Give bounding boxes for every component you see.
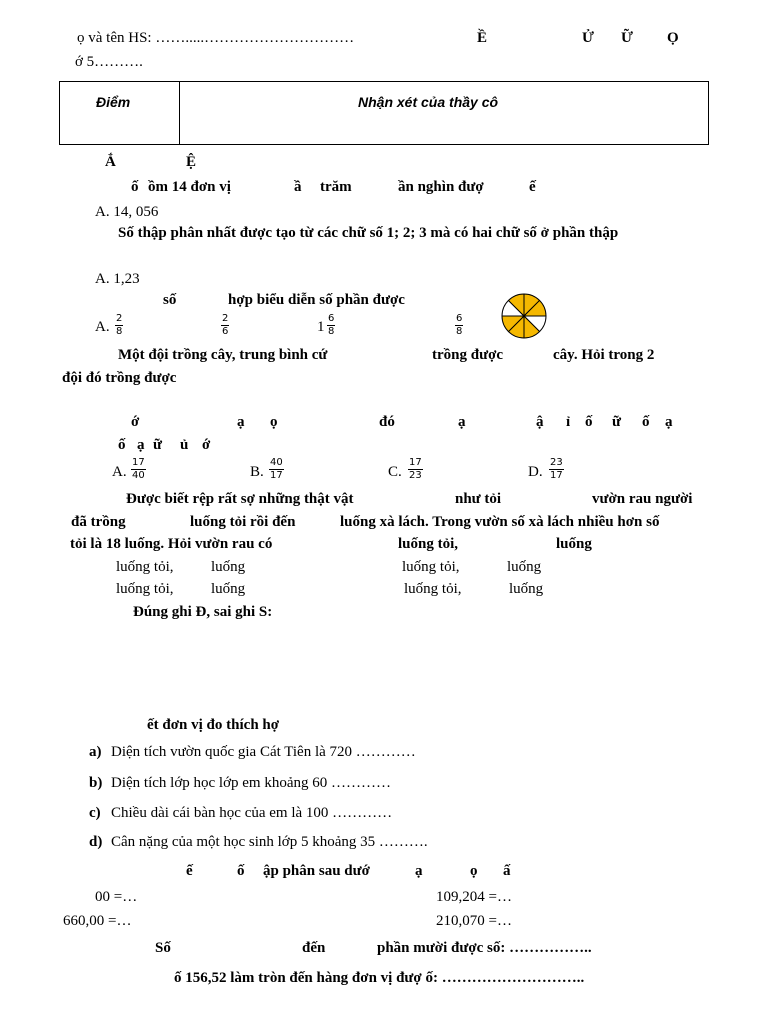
denominator: 8 bbox=[116, 326, 123, 337]
q3-option-d-fraction bbox=[455, 314, 463, 337]
q5-text: ố bbox=[118, 437, 126, 453]
denominator: 40 bbox=[132, 470, 145, 481]
q1-text: ần nghìn đượ bbox=[398, 179, 484, 195]
q3-text: số bbox=[163, 292, 177, 308]
q8-item-text: Cân nặng của một học sinh lớp 5 khoảng 35 ………. bbox=[111, 834, 428, 850]
q5-option-c-fraction bbox=[408, 458, 423, 481]
q5-option-b-label: B. bbox=[250, 464, 264, 480]
q5-text: ố bbox=[642, 414, 650, 430]
q3-option-c-whole: 1 bbox=[317, 319, 325, 335]
q6-text: luống bbox=[556, 536, 592, 552]
table-divider bbox=[179, 82, 180, 144]
q9-item: 109,204 =… bbox=[436, 889, 512, 905]
q10-text-line2: ố 156,52 làm tròn đến hàng đơn vị đượ ố: ……………………….. bbox=[174, 970, 585, 986]
q8-item-label: d) bbox=[89, 834, 103, 850]
numerator: 2 bbox=[116, 313, 123, 324]
q7-title: Đúng ghi Đ, sai ghi S: bbox=[133, 604, 273, 620]
exam-title-char: Ử bbox=[582, 30, 594, 46]
q5-text: ậ bbox=[536, 414, 544, 430]
q6-text: như tỏi bbox=[455, 491, 502, 507]
q1-option-a: A. 14, 056 bbox=[95, 204, 159, 220]
q4-text-line2: đội đó trồng được bbox=[62, 370, 177, 386]
denominator: 6 bbox=[222, 326, 229, 337]
q9-title: ập phân sau dướ bbox=[263, 863, 370, 879]
q9-item: 210,070 =… bbox=[436, 913, 512, 929]
q4-text: Một đội trồng cây, trung bình cứ bbox=[118, 347, 328, 363]
numerator: 6 bbox=[328, 313, 335, 324]
q1-text: ế bbox=[529, 179, 536, 195]
fraction-pie-figure bbox=[500, 292, 548, 340]
grade-table bbox=[59, 81, 709, 145]
q8-item-label: b) bbox=[89, 775, 103, 791]
q8-item-text: Diện tích lớp học lớp em khoảng 60 ………… bbox=[111, 775, 391, 791]
q4-text: trồng được bbox=[432, 347, 504, 363]
q5-text: ạ bbox=[237, 414, 245, 430]
q10-text: phần mười được số: …………….. bbox=[377, 940, 592, 956]
q6-option-text: luống bbox=[211, 559, 246, 575]
q5-text: ạ bbox=[458, 414, 466, 430]
q6-text: đã trồng bbox=[71, 514, 126, 530]
q6-option-text: luống tỏi, bbox=[116, 559, 174, 575]
q8-item-label: a) bbox=[89, 744, 102, 760]
section-title-char: Ắ bbox=[105, 154, 116, 170]
q6-text: vườn rau người bbox=[592, 491, 693, 507]
q3-text: hợp biểu diễn số phần được bbox=[228, 292, 405, 308]
q3-option-a-fraction bbox=[115, 314, 123, 337]
teacher-comment-label: Nhận xét của thầy cô bbox=[358, 94, 499, 110]
denominator: 17 bbox=[270, 470, 283, 481]
q6-text: luống tỏi rồi đến bbox=[190, 514, 296, 530]
q6-option-text: luống bbox=[509, 581, 544, 597]
exam-title-char: Ề bbox=[477, 30, 488, 46]
q9-title: ế bbox=[186, 863, 193, 879]
q5-text: ố bbox=[585, 414, 593, 430]
q9-title: ạ bbox=[415, 863, 423, 879]
q9-title: ọ bbox=[470, 863, 478, 879]
score-label: Điểm bbox=[96, 94, 131, 110]
numerator: 6 bbox=[456, 313, 463, 324]
q5-option-d-fraction bbox=[549, 458, 564, 481]
q6-option-text: luống tỏi, bbox=[402, 559, 460, 575]
denominator: 8 bbox=[456, 326, 463, 337]
q8-item-text: Chiều dài cái bàn học của em là 100 ………… bbox=[111, 805, 393, 821]
q9-item: 00 =… bbox=[95, 889, 138, 905]
q6-text: luống tỏi, bbox=[398, 536, 459, 552]
q3-option-c-fraction bbox=[327, 314, 335, 337]
q4-text: cây. Hỏi trong 2 bbox=[553, 347, 655, 363]
exam-title-char: Ọ bbox=[667, 30, 679, 46]
q6-text: luống xà lách. Trong vườn số xà lách nhiều hơn số bbox=[340, 514, 660, 530]
q1-text: ầ bbox=[294, 179, 302, 195]
q5-option-b-fraction bbox=[269, 458, 284, 481]
q6-text: tỏi là 18 luống. Hỏi vườn rau có bbox=[70, 536, 273, 552]
q5-text: đó bbox=[379, 414, 395, 430]
q6-option-text: luống bbox=[507, 559, 542, 575]
q5-text: ạ bbox=[137, 437, 145, 453]
q9-title: ố bbox=[237, 863, 245, 879]
q5-text: ạ bbox=[665, 414, 673, 430]
q5-option-a-fraction bbox=[131, 458, 146, 481]
q1-text: trăm bbox=[320, 179, 352, 195]
q10-text: Số bbox=[155, 940, 171, 956]
numerator: 2 bbox=[222, 313, 229, 324]
q6-option-text: luống tỏi, bbox=[116, 581, 174, 597]
q8-item-text: Diện tích vườn quốc gia Cát Tiên là 720 ………… bbox=[111, 744, 416, 760]
q6-text: Được biết rệp rất sợ những thật vật bbox=[126, 491, 354, 507]
q8-item-label: c) bbox=[89, 805, 101, 821]
q2-text: Số thập phân nhất được tạo từ các chữ số 1; 2; 3 mà có hai chữ số ở phần thập bbox=[118, 225, 619, 241]
q1-text: ố bbox=[131, 179, 139, 195]
q5-text: ữ bbox=[153, 437, 163, 453]
denominator: 8 bbox=[328, 326, 335, 337]
numerator: 40 bbox=[270, 457, 283, 468]
q5-option-a-label: A. bbox=[112, 464, 127, 480]
numerator: 17 bbox=[409, 457, 422, 468]
q5-text: ủ bbox=[180, 437, 189, 453]
q2-option-a: A. 1,23 bbox=[95, 271, 140, 287]
q5-text: ỉ bbox=[566, 414, 571, 430]
q3-option-b-fraction bbox=[221, 314, 229, 337]
section-title-char: Ệ bbox=[186, 154, 197, 170]
class-line: ớ 5………. bbox=[75, 54, 143, 70]
denominator: 23 bbox=[409, 470, 422, 481]
q5-text: ọ bbox=[270, 414, 278, 430]
q1-text: ồm 14 đơn vị bbox=[148, 179, 231, 195]
exam-title-char: Ữ bbox=[621, 30, 633, 46]
numerator: 17 bbox=[132, 457, 145, 468]
q6-option-text: luống tỏi, bbox=[404, 581, 462, 597]
q5-option-d-label: D. bbox=[528, 464, 543, 480]
q5-text: ớ bbox=[202, 437, 211, 453]
numerator: 23 bbox=[550, 457, 563, 468]
q10-text: đến bbox=[302, 940, 326, 956]
q3-option-a-label: A. bbox=[95, 319, 110, 335]
q6-option-text: luống bbox=[211, 581, 246, 597]
student-name-line: ọ và tên HS: …….....………………………… bbox=[77, 30, 355, 46]
q5-text: ớ bbox=[131, 414, 140, 430]
q5-option-c-label: C. bbox=[388, 464, 402, 480]
denominator: 17 bbox=[550, 470, 563, 481]
q5-text: ữ bbox=[612, 414, 622, 430]
q9-item: 660,00 =… bbox=[63, 913, 132, 929]
q8-title: ết đơn vị đo thích hợ bbox=[147, 717, 280, 733]
q9-title: ấ bbox=[503, 863, 511, 879]
